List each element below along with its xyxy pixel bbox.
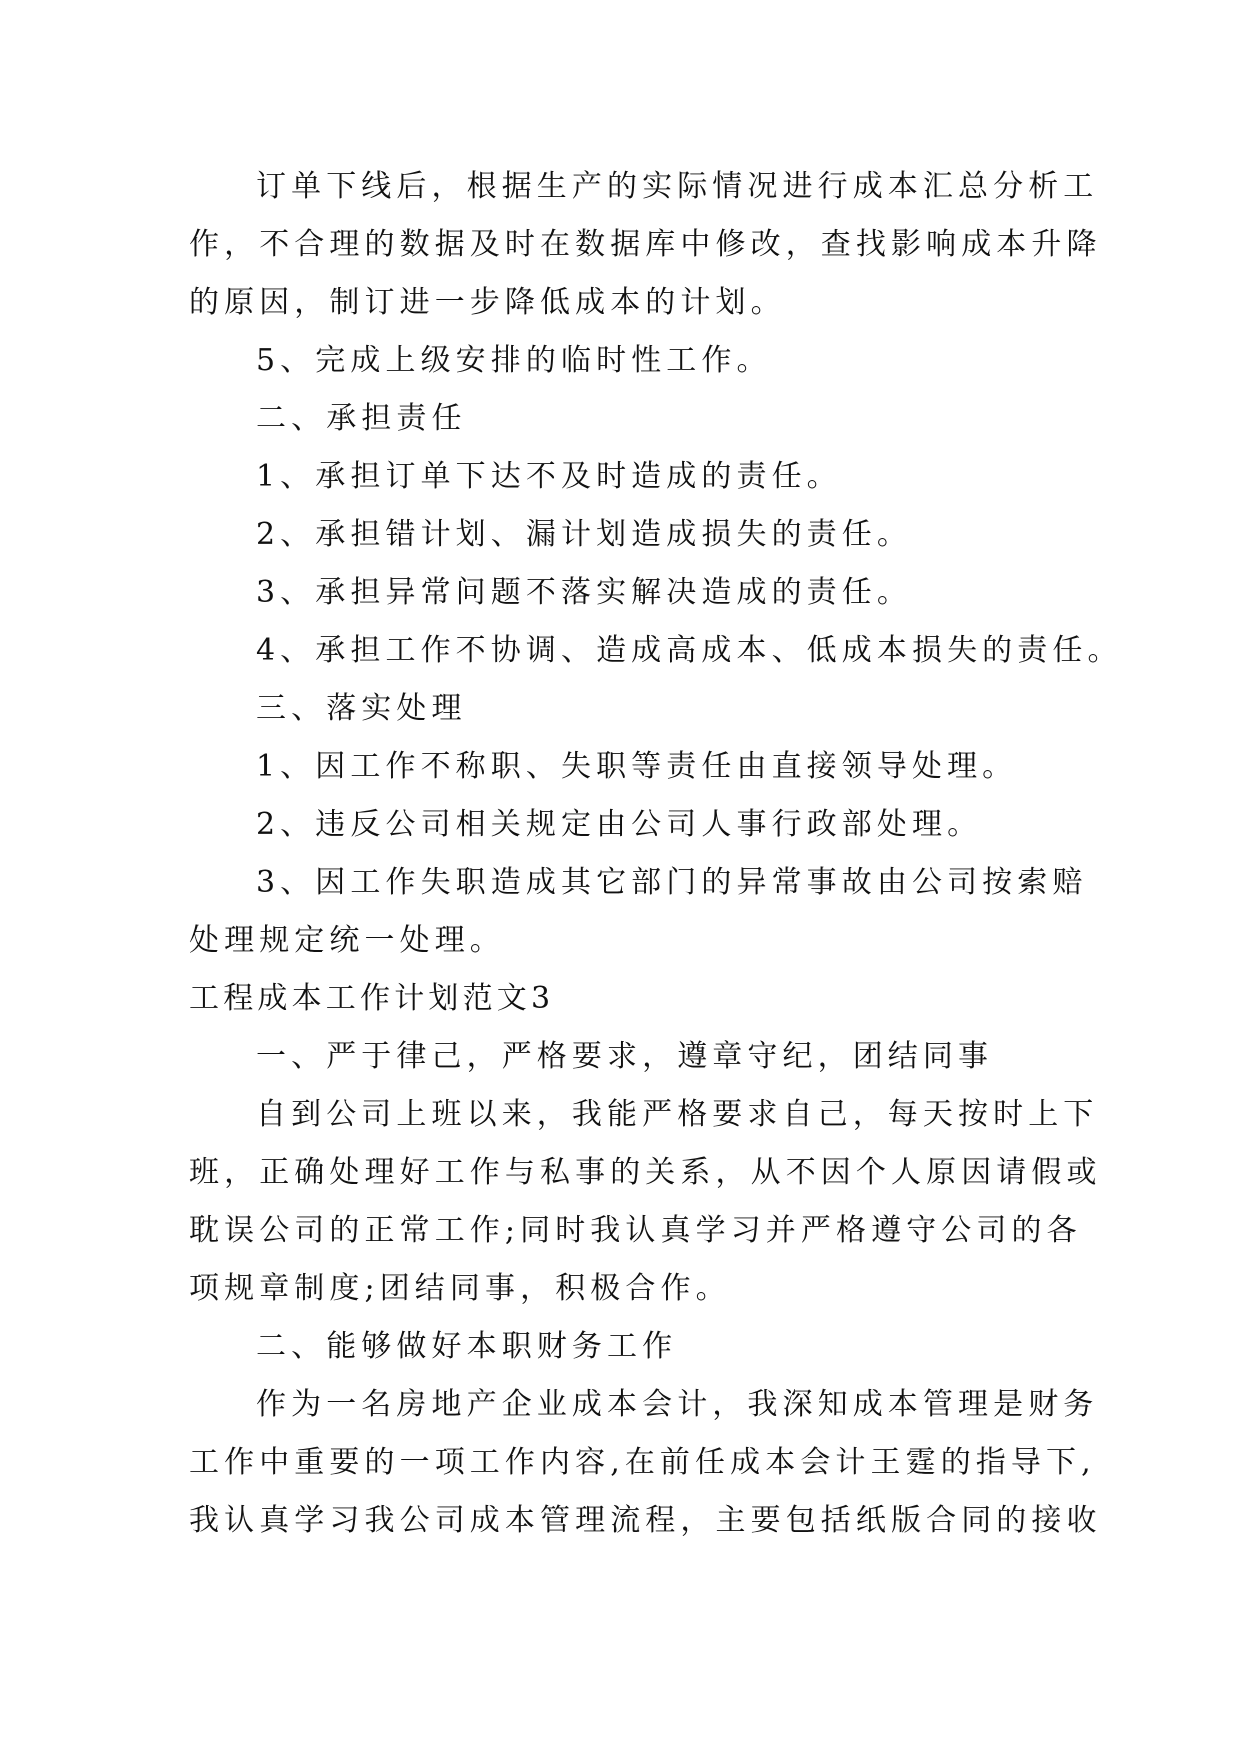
paragraph-line: 订单下线后，根据生产的实际情况进行成本汇总分析工 xyxy=(256,169,1099,204)
list-item: 5、完成上级安排的临时性工作。 xyxy=(256,343,772,378)
paragraph-line: 处理规定统一处理。 xyxy=(189,923,505,958)
list-item: 2、承担错计划、漏计划造成损失的责任。 xyxy=(256,517,912,552)
paragraph-line: 作为一名房地产企业成本会计，我深知成本管理是财务 xyxy=(256,1387,1099,1422)
section-heading: 三、落实处理 xyxy=(256,691,467,726)
paragraph-line: 的原因，制订进一步降低成本的计划。 xyxy=(189,285,786,320)
list-item: 3、因工作失职造成其它部门的异常事故由公司按索赔 xyxy=(256,865,1088,900)
paragraph-line: 我认真学习我公司成本管理流程，主要包括纸版合同的接收 xyxy=(189,1503,1102,1538)
paragraph-line: 项规章制度;团结同事，积极合作。 xyxy=(189,1271,731,1306)
section-heading: 二、承担责任 xyxy=(256,401,467,436)
section-heading: 一、严于律己，严格要求，遵章守纪，团结同事 xyxy=(256,1039,994,1074)
paragraph-line: 耽误公司的正常工作;同时我认真学习并严格遵守公司的各 xyxy=(189,1213,1082,1248)
list-item: 4、承担工作不协调、造成高成本、低成本损失的责任。 xyxy=(256,633,1123,668)
list-item: 1、承担订单下达不及时造成的责任。 xyxy=(256,459,842,494)
paragraph-line: 作，不合理的数据及时在数据库中修改，查找影响成本升降 xyxy=(189,227,1102,262)
document-title: 工程成本工作计划范文3 xyxy=(189,981,555,1016)
list-item: 1、因工作不称职、失职等责任由直接领导处理。 xyxy=(256,749,1018,784)
list-item: 2、违反公司相关规定由公司人事行政部处理。 xyxy=(256,807,983,842)
section-heading: 二、能够做好本职财务工作 xyxy=(256,1329,678,1364)
paragraph-line: 自到公司上班以来，我能严格要求自己，每天按时上下 xyxy=(256,1097,1099,1132)
paragraph-line: 工作中重要的一项工作内容,在前任成本会计王霆的指导下, xyxy=(189,1445,1096,1480)
paragraph-line: 班，正确处理好工作与私事的关系，从不因个人原因请假或 xyxy=(189,1155,1102,1190)
list-item: 3、承担异常问题不落实解决造成的责任。 xyxy=(256,575,912,610)
